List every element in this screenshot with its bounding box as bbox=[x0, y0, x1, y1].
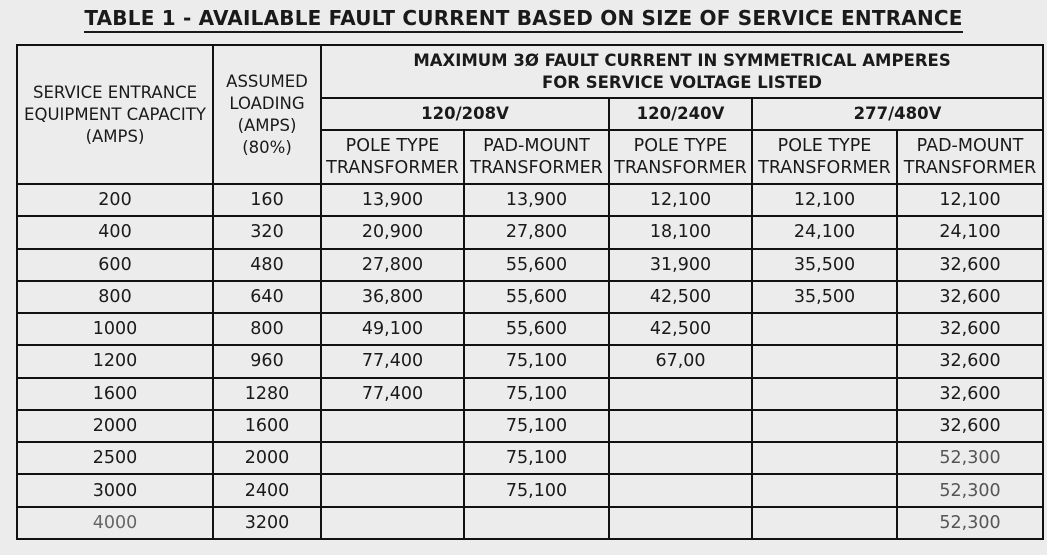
cell-480-pole bbox=[752, 410, 897, 442]
table-row bbox=[17, 345, 1043, 377]
cell-240-pole bbox=[609, 442, 752, 474]
cell-208-pad bbox=[464, 507, 609, 539]
cell-480-pad: 52,300 bbox=[897, 507, 1043, 539]
header-208-pole bbox=[321, 130, 464, 184]
header-loading-line-2: LOADING bbox=[229, 93, 305, 113]
cell-loading: 640 bbox=[213, 281, 321, 313]
header-capacity bbox=[17, 45, 213, 184]
header-480-pole-line-2: TRANSFORMER bbox=[758, 158, 891, 178]
table-title-text: TABLE 1 - AVAILABLE FAULT CURRENT BASED ON SIZE OF SERVICE ENTRANCE bbox=[84, 6, 962, 33]
cell-480-pole: 12,100 bbox=[752, 184, 897, 216]
cell-capacity: 1200 bbox=[17, 345, 213, 377]
cell-208-pad: 75,100 bbox=[464, 442, 609, 474]
cell-208-pole: 20,900 bbox=[321, 216, 464, 248]
cell-240-pole: 42,500 bbox=[609, 281, 752, 313]
header-208-pad bbox=[464, 130, 609, 184]
cell-capacity: 2500 bbox=[17, 442, 213, 474]
cell-480-pad: 52,300 bbox=[897, 474, 1043, 506]
cell-240-pole: 31,900 bbox=[609, 249, 752, 281]
header-voltage-208: 120/208V bbox=[321, 98, 609, 130]
cell-240-pole: 18,100 bbox=[609, 216, 752, 248]
cell-240-pole bbox=[609, 507, 752, 539]
table-row bbox=[17, 281, 1043, 313]
cell-loading: 320 bbox=[213, 216, 321, 248]
cell-208-pad: 75,100 bbox=[464, 345, 609, 377]
cell-208-pad: 55,600 bbox=[464, 281, 609, 313]
header-480-pad-line-2: TRANSFORMER bbox=[903, 158, 1037, 178]
header-voltage-240: 120/240V bbox=[609, 98, 752, 130]
table-row bbox=[17, 249, 1043, 281]
cell-capacity: 800 bbox=[17, 281, 213, 313]
cell-capacity: 1600 bbox=[17, 378, 213, 410]
cell-208-pole bbox=[321, 410, 464, 442]
cell-loading: 960 bbox=[213, 345, 321, 377]
cell-480-pad: 32,600 bbox=[897, 410, 1043, 442]
cell-240-pole bbox=[609, 378, 752, 410]
header-voltage-480: 277/480V bbox=[752, 98, 1043, 130]
cell-loading: 2400 bbox=[213, 474, 321, 506]
header-208-pole-line-1: POLE TYPE bbox=[345, 136, 440, 156]
cell-480-pole bbox=[752, 345, 897, 377]
cell-loading: 800 bbox=[213, 313, 321, 345]
cell-480-pole bbox=[752, 442, 897, 474]
cell-480-pad: 32,600 bbox=[897, 249, 1043, 281]
cell-480-pole bbox=[752, 313, 897, 345]
cell-240-pole bbox=[609, 474, 752, 506]
header-240-pole-line-2: TRANSFORMER bbox=[614, 158, 747, 178]
table-row bbox=[17, 474, 1043, 506]
cell-208-pad: 75,100 bbox=[464, 410, 609, 442]
header-240-pole-line-1: POLE TYPE bbox=[633, 136, 728, 156]
header-max-fault-line-1: MAXIMUM 3Ø FAULT CURRENT IN SYMMETRICAL AMPERES bbox=[413, 50, 951, 70]
cell-capacity: 200 bbox=[17, 184, 213, 216]
cell-480-pole bbox=[752, 507, 897, 539]
cell-480-pole: 24,100 bbox=[752, 216, 897, 248]
table-row bbox=[17, 410, 1043, 442]
cell-208-pole: 77,400 bbox=[321, 378, 464, 410]
cell-480-pad: 24,100 bbox=[897, 216, 1043, 248]
cell-capacity: 4000 bbox=[17, 507, 213, 539]
cell-capacity: 3000 bbox=[17, 474, 213, 506]
header-loading-line-4: (80%) bbox=[242, 137, 292, 157]
header-capacity-line-1: SERVICE ENTRANCE bbox=[32, 82, 198, 102]
cell-208-pad: 75,100 bbox=[464, 474, 609, 506]
cell-480-pole: 35,500 bbox=[752, 249, 897, 281]
cell-480-pad: 52,300 bbox=[897, 442, 1043, 474]
header-480-pole bbox=[752, 130, 897, 184]
header-max-fault-line-2: FOR SERVICE VOLTAGE LISTED bbox=[542, 72, 822, 92]
cell-480-pad: 32,600 bbox=[897, 281, 1043, 313]
cell-208-pole bbox=[321, 474, 464, 506]
cell-loading: 2000 bbox=[213, 442, 321, 474]
cell-208-pole: 13,900 bbox=[321, 184, 464, 216]
cell-208-pole bbox=[321, 442, 464, 474]
header-480-pad-line-1: PAD-MOUNT bbox=[916, 136, 1024, 156]
fault-current-table bbox=[16, 44, 1044, 540]
table-title bbox=[0, 3, 1047, 33]
table-row bbox=[17, 216, 1043, 248]
cell-480-pad: 12,100 bbox=[897, 184, 1043, 216]
cell-208-pole: 49,100 bbox=[321, 313, 464, 345]
cell-capacity: 2000 bbox=[17, 410, 213, 442]
cell-loading: 1600 bbox=[213, 410, 321, 442]
cell-480-pad: 32,600 bbox=[897, 313, 1043, 345]
cell-240-pole: 67,00 bbox=[609, 345, 752, 377]
cell-480-pad: 32,600 bbox=[897, 345, 1043, 377]
cell-208-pole: 36,800 bbox=[321, 281, 464, 313]
cell-480-pole bbox=[752, 474, 897, 506]
header-loading-line-1: ASSUMED bbox=[226, 71, 308, 91]
header-max-fault bbox=[321, 45, 1043, 98]
table-row bbox=[17, 313, 1043, 345]
cell-loading: 160 bbox=[213, 184, 321, 216]
cell-capacity: 400 bbox=[17, 216, 213, 248]
cell-240-pole bbox=[609, 410, 752, 442]
cell-240-pole: 12,100 bbox=[609, 184, 752, 216]
cell-loading: 3200 bbox=[213, 507, 321, 539]
cell-240-pole: 42,500 bbox=[609, 313, 752, 345]
cell-480-pad: 32,600 bbox=[897, 378, 1043, 410]
cell-208-pole: 77,400 bbox=[321, 345, 464, 377]
header-208-pole-line-2: TRANSFORMER bbox=[326, 158, 459, 178]
cell-208-pole bbox=[321, 507, 464, 539]
header-loading bbox=[213, 45, 321, 184]
header-480-pad bbox=[897, 130, 1043, 184]
cell-208-pad: 55,600 bbox=[464, 313, 609, 345]
cell-loading: 480 bbox=[213, 249, 321, 281]
header-capacity-line-3: (AMPS) bbox=[85, 126, 145, 146]
cell-capacity: 600 bbox=[17, 249, 213, 281]
header-480-pole-line-1: POLE TYPE bbox=[777, 136, 872, 156]
cell-480-pole bbox=[752, 378, 897, 410]
cell-loading: 1280 bbox=[213, 378, 321, 410]
table-row bbox=[17, 442, 1043, 474]
table-row bbox=[17, 507, 1043, 539]
header-208-pad-line-1: PAD-MOUNT bbox=[483, 136, 590, 156]
cell-208-pad: 75,100 bbox=[464, 378, 609, 410]
table-row bbox=[17, 184, 1043, 216]
cell-208-pole: 27,800 bbox=[321, 249, 464, 281]
cell-208-pad: 27,800 bbox=[464, 216, 609, 248]
cell-208-pad: 55,600 bbox=[464, 249, 609, 281]
cell-capacity: 1000 bbox=[17, 313, 213, 345]
header-240-pole bbox=[609, 130, 752, 184]
header-208-pad-line-2: TRANSFORMER bbox=[470, 158, 603, 178]
cell-208-pad: 13,900 bbox=[464, 184, 609, 216]
cell-480-pole: 35,500 bbox=[752, 281, 897, 313]
header-capacity-line-2: EQUIPMENT CAPACITY bbox=[24, 104, 206, 124]
table-row bbox=[17, 378, 1043, 410]
header-loading-line-3: (AMPS) bbox=[237, 115, 297, 135]
